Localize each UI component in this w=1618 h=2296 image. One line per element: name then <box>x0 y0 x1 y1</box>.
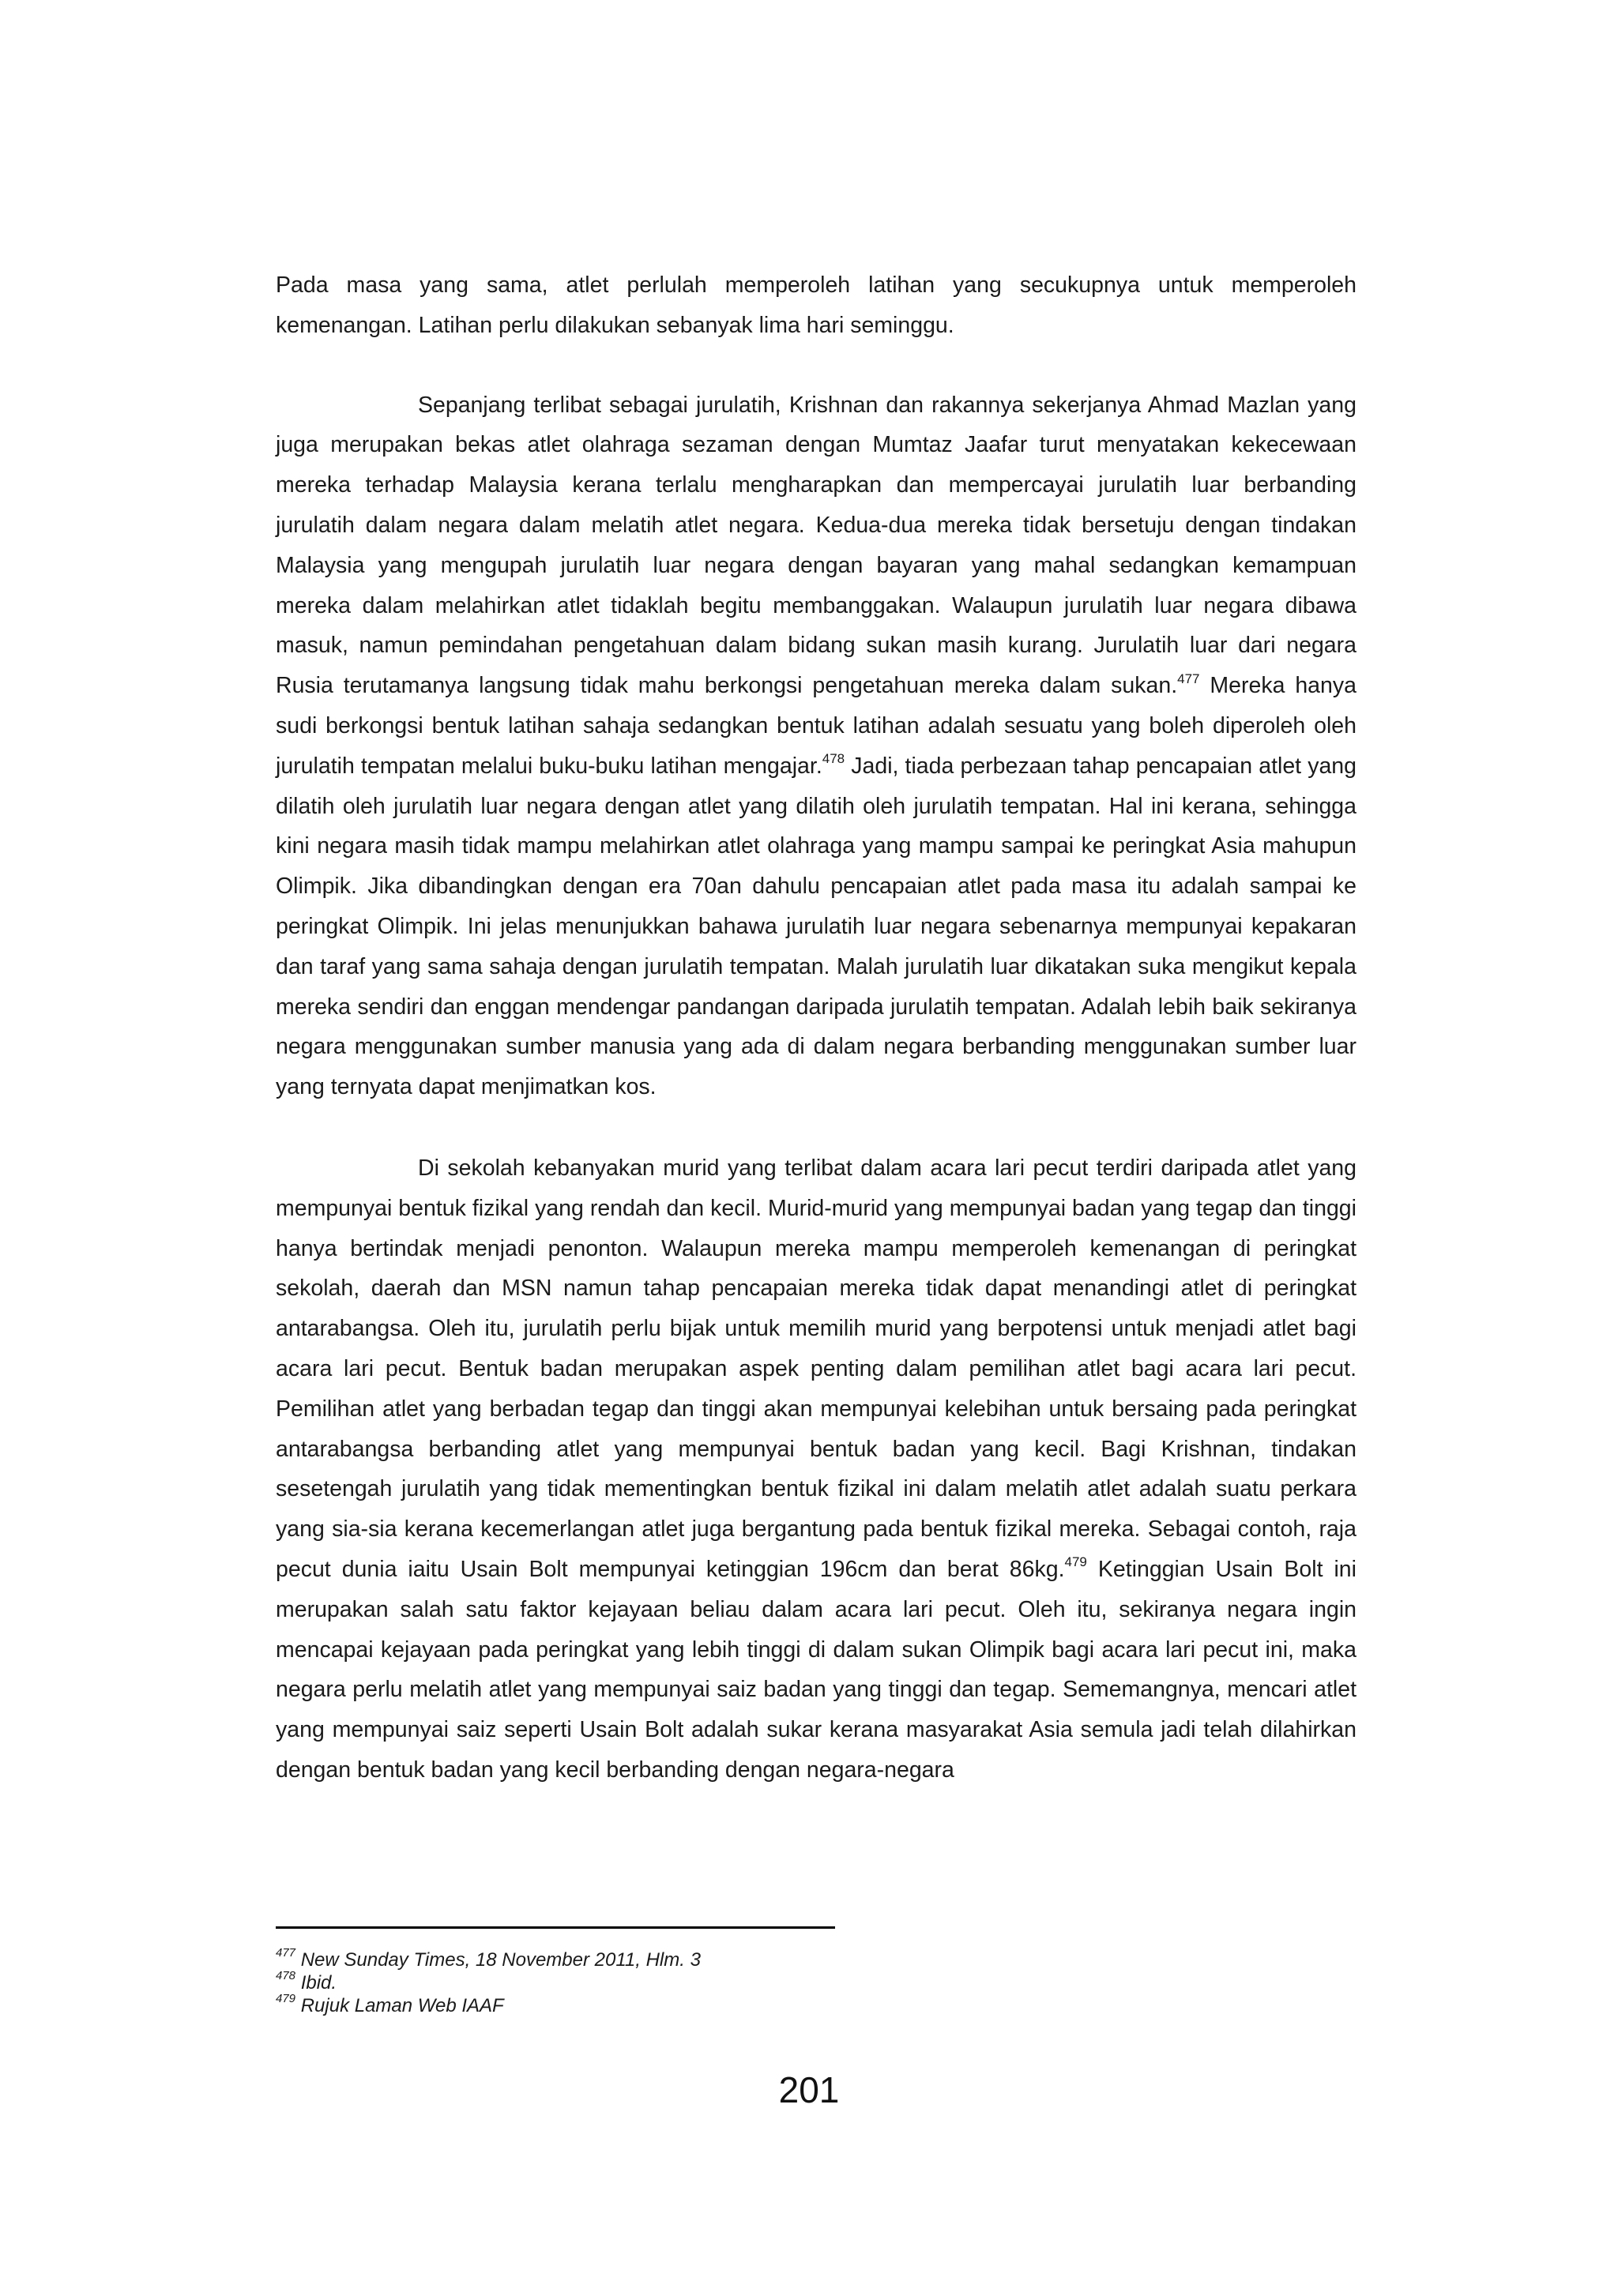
page-body <box>276 265 1356 1791</box>
footnote-ref-478: 478 <box>822 751 845 767</box>
paragraph-2-text-b: Mereka hanya sudi berkongsi bentuk latihan sahaja sedangkan bentuk latihan adalah sesuatu yang boleh diperoleh oleh jurulatih tempatan melalui buku-buku latihan mengajar. <box>276 673 1356 779</box>
footnote-number: 478 <box>276 1969 296 1982</box>
page-number: 201 <box>778 2069 840 2110</box>
paragraph-3 <box>276 1148 1356 1791</box>
paragraph-1 <box>276 265 1356 346</box>
footnote-number: 479 <box>276 1992 296 2005</box>
footnote-text: Rujuk Laman Web IAAF <box>300 1995 504 2016</box>
paragraph-2 <box>276 385 1356 1107</box>
footnotes <box>276 1948 1066 2017</box>
paragraph-2-text-c: Jadi, tiada perbezaan tahap pencapaian atlet yang dilatih oleh jurulatih luar negara dengan atlet yang dilatih oleh jurulatih tempatan. Hal ini kerana, sehingga kini negara masih tidak mampu melahirkan atlet olahraga yang mampu sampai ke peringkat Asia mahupun Olimpik. Jika dibandingkan dengan era 70an dahulu pencapaian atlet pada masa itu adalah sampai ke peringkat Olimpik. Ini jelas menunjukkan bahawa jurulatih luar negara sebenarnya mempunyai kepakaran dan taraf yang sama sahaja dengan jurulatih tempatan. Malah jurulatih luar dikatakan suka mengikut kepala mereka sendiri dan enggan mendengar pandangan daripada jurulatih tempatan. Adalah lebih baik sekiranya negara menggunakan sumber manusia yang ada di dalam negara berbanding menggunakan sumber luar yang ternyata dapat menjimatkan kos. <box>276 753 1357 1100</box>
paragraph-3-text-b: Ketinggian Usain Bolt ini merupakan salah satu faktor kejayaan beliau dalam acara lari pecut. Oleh itu, sekiranya negara ingin mencapai kejayaan pada peringkat yang lebih tinggi di dalam sukan Olimpik bagi acara lari pecut ini, maka negara perlu melatih atlet yang mempunyai saiz badan yang tinggi dan tegap. Sememangnya, mencari atlet yang mempunyai saiz seperti Usain Bolt adalah sukar kerana masyarakat Asia semula jadi telah dilahirkan dengan bentuk badan yang kecil berbanding dengan negara-negara <box>276 1556 1356 1783</box>
footnote-479 <box>276 1994 1066 2017</box>
paragraph-2-text-a: Sepanjang terlibat sebagai jurulatih, Krishnan dan rakannya sekerjanya Ahmad Mazlan yang juga merupakan bekas atlet olahraga sezaman dengan Mumtaz Jaafar turut menyatakan kekecewaan mereka terhadap Malaysia kerana terlalu mengharapkan dan mempercayai jurulatih luar berbanding jurulatih dalam negara dalam melatih atlet negara. Kedua-dua mereka tidak bersetuju dengan tindakan Malaysia yang mengupah jurulatih luar negara dengan bayaran yang mahal sedangkan kemampuan mereka dalam melahirkan atlet tidaklah begitu membanggakan. Walaupun jurulatih luar negara dibawa masuk, namun pemindahan pengetahuan dalam bidang sukan masih kurang. Jurulatih luar dari negara Rusia terutamanya langsung tidak mahu berkongsi pengetahuan mereka dalam sukan. <box>276 392 1356 699</box>
footnote-477 <box>276 1948 1066 1971</box>
paragraph-1-text: Pada masa yang sama, atlet perlulah memperoleh latihan yang secukupnya untuk memperoleh kemenangan. Latihan perlu dilakukan sebanyak lima hari seminggu. <box>276 272 1356 338</box>
footnote-number: 477 <box>276 1946 296 1960</box>
footnote-text: Ibid. <box>300 1972 337 1993</box>
footnote-ref-477: 477 <box>1177 671 1200 686</box>
footnote-ref-479: 479 <box>1064 1554 1087 1570</box>
paragraph-3-text-a: Di sekolah kebanyakan murid yang terlibat dalam acara lari pecut terdiri daripada atlet yang mempunyai bentuk fizikal yang rendah dan kecil. Murid-murid yang mempunyai badan yang tegap dan tinggi hanya bertindak menjadi penonton. Walaupun mereka mampu memperoleh kemenangan di peringkat sekolah, daerah dan MSN namun tahap pencapaian mereka tidak dapat menandingi atlet di peringkat antarabangsa. Oleh itu, jurulatih perlu bijak untuk memilih murid yang berpotensi untuk menjadi atlet bagi acara lari pecut. Bentuk badan merupakan aspek penting dalam pemilihan atlet bagi acara lari pecut. Pemilihan atlet yang berbadan tegap dan tinggi akan mempunyai kelebihan untuk bersaing pada peringkat antarabangsa berbanding atlet yang mempunyai bentuk badan yang kecil. Bagi Krishnan, tindakan sesetengah jurulatih yang tidak mementingkan bentuk fizikal ini dalam melatih atlet adalah suatu perkara yang sia-sia kerana kecemerlangan atlet juga bergantung pada bentuk fizikal mereka. Sebagai contoh, raja pecut dunia iaitu Usain Bolt mempunyai ketinggian 196cm dan berat 86kg. <box>276 1155 1356 1582</box>
footnote-text: New Sunday Times, 18 November 2011, Hlm. 3 <box>300 1949 701 1971</box>
footnote-478 <box>276 1971 1066 1994</box>
footnote-separator <box>276 1926 835 1929</box>
